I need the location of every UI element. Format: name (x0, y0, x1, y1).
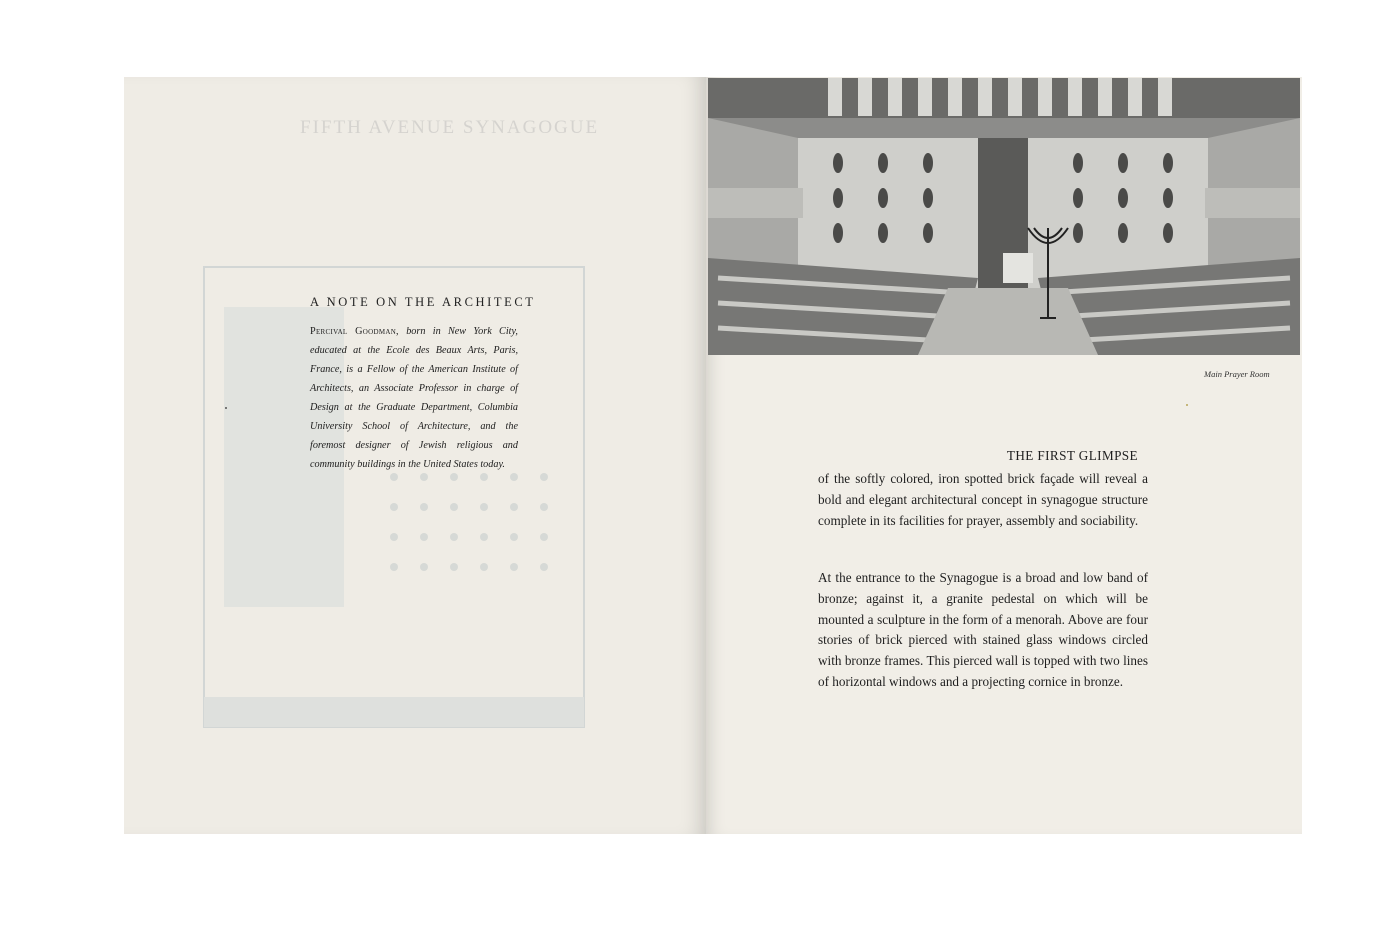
right-page (706, 77, 1302, 834)
architect-bio (310, 322, 518, 474)
brochure-spread (124, 77, 1302, 834)
architect-name: Percival Goodman, (310, 326, 399, 337)
photo-caption: Main Prayer Room (1204, 369, 1270, 379)
architect-bio-text: born in New York City, educated at the Ecole des Beaux Arts, Paris, France, is a Fellow of the American Institute of Architects, an Associate Professor in charge of Design at the Graduate Department, Columbia University School of Architecture, and the foremost designer of Jewish religious and community buildings in the United States today. (310, 326, 518, 470)
first-glimpse-heading: THE FIRST GLIMPSE (1006, 448, 1138, 463)
main-prayer-room-illustration (708, 78, 1300, 355)
paper-speck (1186, 404, 1188, 406)
facade-paragraph: of the softly colored, iron spotted brick façade will reveal a bold and elegant architectural concept in synagogue structure complete in its facilities for prayer, assembly and sociability. (818, 471, 1148, 528)
architect-note-heading: A NOTE ON THE ARCHITECT (310, 295, 536, 309)
show-through-title: FIFTH AVENUE SYNAGOGUE (300, 117, 600, 138)
left-page (124, 77, 706, 834)
entrance-paragraph: At the entrance to the Synagogue is a broad and low band of bronze; against it, a granite pedestal on which will be mounted a sculpture in the form of a menorah. Above are four stories of brick pierced with stained glass windows circled with bronze frames. This pierced wall is topped with two lines of horizontal windows and a projecting cornice in bronze. (818, 570, 1148, 689)
paper-speck (225, 407, 227, 409)
